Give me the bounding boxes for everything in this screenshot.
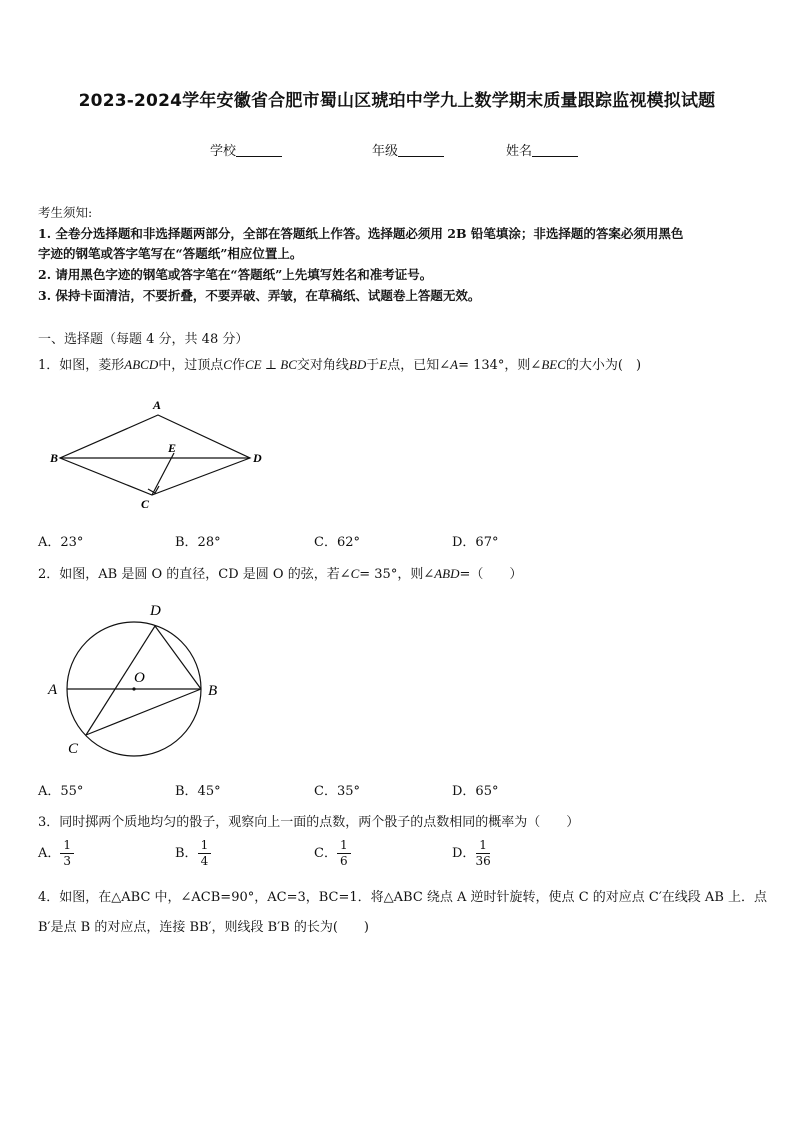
label-a: A (48, 682, 58, 698)
fraction: $\frac{1}{36}$ (475, 838, 491, 868)
rhombus-figure (40, 395, 280, 515)
circle-figure (40, 598, 240, 763)
notes-item: 3. 保持卡面清洁，不要折叠，不要弄破、弄皱，在草稿纸、试题卷上答题无效。 (38, 288, 481, 303)
question-1: 1．如图，菱形ABCD中，过顶点C作CE ⊥ BC交对角线BD于E点，已知∠A= 134°，则∠BEC的大小为( ) (38, 357, 642, 373)
label-b: B (50, 451, 59, 465)
q2-option-c[interactable]: C．35° (314, 784, 360, 799)
notes-item: 1. 全卷分选择题和非选择题两部分，全部在答题纸上作答。选择题必须用 2B 铅笔填涂；非选择题的答案必须用黑色 (38, 226, 684, 241)
grade-field[interactable] (372, 140, 444, 159)
school-label: 学校 (210, 144, 237, 159)
q1-option-a[interactable]: A．23° (38, 535, 84, 550)
notes-item: 字迹的钢笔或答字笔写在“答题纸”相应位置上。 (38, 246, 303, 261)
question-4-line-2: B′是点 B 的对应点，连接 BB′，则线段 B′B 的长为( ) (38, 920, 369, 935)
label-c: C (141, 497, 150, 511)
school-field[interactable] (210, 140, 282, 159)
question-3: 3．同时掷两个质地均匀的骰子，观察向上一面的点数，两个骰子的点数相同的概率为（ ） (38, 815, 580, 830)
label-d: D (253, 451, 262, 465)
grade-label: 年级 (372, 144, 399, 159)
question-4-line-1: 4．如图，在△ABC 中，∠ACB=90°，AC=3，BC=1．将△ABC 绕点 A 逆时针旋转，使点 C 的对应点 C′在线段 AB 上．点 (38, 890, 768, 905)
label-a: A (153, 398, 162, 412)
name-blank[interactable] (532, 144, 578, 157)
name-field[interactable] (506, 140, 578, 159)
q3-option-d[interactable]: D． $\frac{1}{36}$ (452, 838, 491, 868)
q3-option-a[interactable]: A． $\frac{1}{3}$ (38, 838, 74, 869)
label-o: O (134, 670, 145, 686)
school-blank[interactable] (236, 144, 282, 157)
page-title: 2023-2024学年安徽省合肥市蜀山区琥珀中学九上数学期末质量跟踪监视模拟试题 (78, 91, 716, 111)
question-2: 2．如图，AB 是圆 O 的直径，CD 是圆 O 的弦，若∠C= 35°，则∠ABD=（ ） (38, 566, 523, 582)
fraction: $\frac{1}{4}$ (198, 838, 212, 869)
label-c: C (68, 741, 79, 757)
q1-option-c[interactable]: C．62° (314, 535, 360, 550)
label-d: D (150, 603, 161, 619)
notes-heading: 考生须知: (38, 205, 93, 220)
notes-item: 2. 请用黑色字迹的钢笔或答字笔在“答题纸”上先填写姓名和准考证号。 (38, 267, 433, 282)
q1-option-d[interactable]: D．67° (452, 535, 499, 550)
section-heading: 一、选择题（每题 4 分，共 48 分） (38, 332, 249, 347)
q2-option-b[interactable]: B．45° (175, 784, 221, 799)
name-label: 姓名 (506, 144, 533, 159)
q2-option-d[interactable]: D．65° (452, 784, 499, 799)
q1-option-b[interactable]: B．28° (175, 535, 221, 550)
label-b: B (208, 683, 218, 699)
q3-option-b[interactable]: B． $\frac{1}{4}$ (175, 838, 211, 869)
label-e: E (168, 441, 177, 455)
fraction: $\frac{1}{6}$ (337, 838, 351, 869)
q3-option-c[interactable]: C． $\frac{1}{6}$ (314, 838, 351, 869)
fraction: $\frac{1}{3}$ (60, 838, 74, 869)
q2-option-a[interactable]: A．55° (38, 784, 84, 799)
grade-blank[interactable] (398, 144, 444, 157)
